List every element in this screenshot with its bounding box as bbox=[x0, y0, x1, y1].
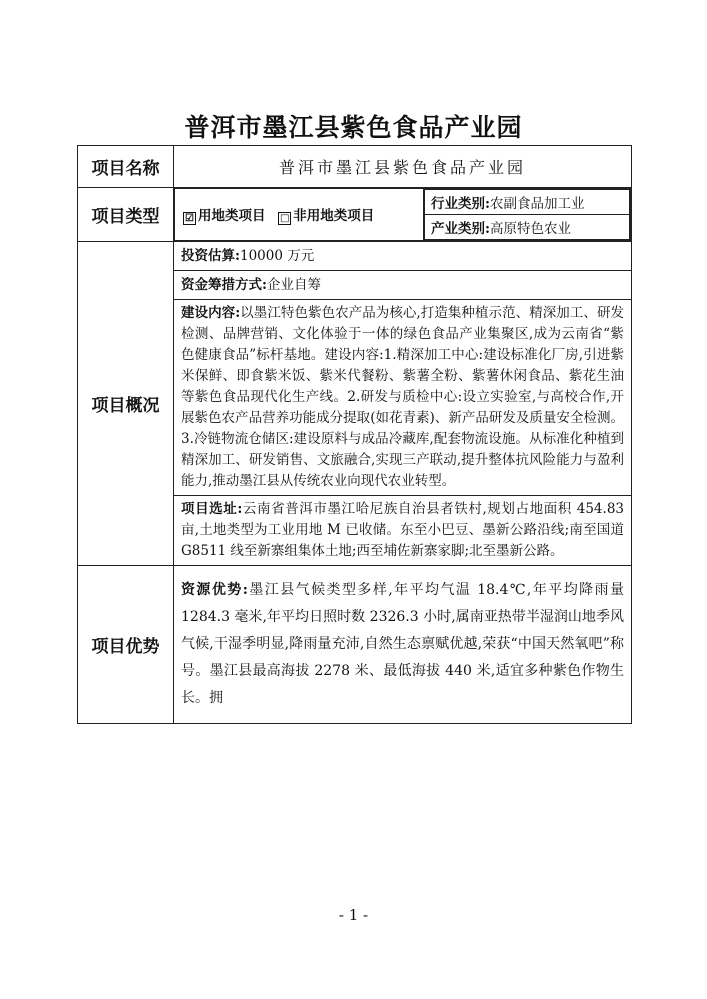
project-type-options bbox=[175, 189, 424, 241]
industry-label: 行业类别: bbox=[431, 196, 490, 212]
label-project-name: 项目名称 bbox=[78, 146, 174, 188]
label-overview: 项目概况 bbox=[78, 242, 174, 566]
nonland-checkbox-icon: □ bbox=[279, 213, 290, 224]
page-number: - 1 - bbox=[338, 906, 369, 924]
site-content bbox=[174, 496, 632, 566]
construction-content bbox=[174, 300, 632, 496]
label-advantage: 项目优势 bbox=[78, 566, 174, 724]
category-cell bbox=[424, 189, 631, 241]
resource-text: 墨江县气候类型多样,年平均气温 18.4℃,年平均降雨量 1284.3 毫米,年平均日照时数 2326.3 小时,属南亚热带半湿润山地季风气候,干湿季明显,降雨量充沛,自然生态禀赋优越,荣获“中国天然氧吧”称号。墨江县最高海拔 2278 米、最低海拔 440 米,适宜多种紫色作物生长。拥 bbox=[181, 582, 625, 706]
sector-value: 高原特色农业 bbox=[489, 221, 571, 237]
project-type-cell bbox=[174, 188, 632, 242]
construction-label: 建设内容: bbox=[181, 305, 241, 321]
investment-value: 10000 万元 bbox=[239, 247, 315, 264]
investment-label: 投资估算: bbox=[181, 247, 240, 264]
site-label: 项目选址: bbox=[181, 501, 243, 517]
sector-label: 产业类别: bbox=[431, 221, 490, 237]
funding-row bbox=[174, 271, 632, 300]
funding-label: 资金筹措方式: bbox=[181, 276, 267, 293]
construction-text: 以墨江特色紫色农产品为核心,打造集种植示范、精深加工、研发检测、品牌营销、文化体验于一体的绿色食品产业集聚区,成为云南省“紫色健康食品”标杆基地。建设内容:1.精深加工中心:建设标准化厂房,引进紫米保鲜、即食紫米饭、紫米代餐粉、紫薯全粉、紫薯休闲食品、紫花生油等紫色食品现代化生产线。2.研发与质检中心:设立实验室,与高校合作,开展紫色农产品营养功能成分提取(如花青素)、新产品研发及质量安全检测。3.冷链物流仓储区:建设原料与成品冷藏库,配套物流设施。从标准化种植到精深加工、研发销售、文旅融合,实现三产联动,提升整体抗风险能力与盈利能力,推动墨江县从传统农业向现代农业转型。 bbox=[181, 305, 625, 489]
resource-advantage bbox=[174, 566, 632, 724]
funding-value: 企业自筹 bbox=[266, 276, 321, 293]
site-text: 云南省普洱市墨江哈尼族自治县者铁村,规划占地面积 454.83 亩,土地类型为工业用地 M 已收储。东至小巴豆、墨新公路沿线;南至国道 G8511 线至新寨组集体土地;西至埔佐新寨家脚;北至墨新公路。 bbox=[181, 501, 624, 559]
label-project-type: 项目类型 bbox=[78, 188, 174, 242]
industry-category bbox=[425, 190, 630, 215]
nonland-type-label: 非用地类项目 bbox=[293, 208, 375, 224]
sector-category bbox=[425, 215, 630, 240]
project-name-value: 普洱市墨江县紫色食品产业园 bbox=[174, 146, 632, 188]
land-type-label: 用地类项目 bbox=[198, 208, 266, 224]
investment-row bbox=[174, 242, 632, 271]
land-checkbox-icon: ☑ bbox=[183, 212, 196, 225]
project-info-table bbox=[77, 145, 632, 724]
industry-value: 农副食品加工业 bbox=[489, 196, 585, 212]
document-title: 普洱市墨江县紫色食品产业园 bbox=[184, 113, 523, 142]
resource-label: 资源优势: bbox=[181, 582, 248, 598]
